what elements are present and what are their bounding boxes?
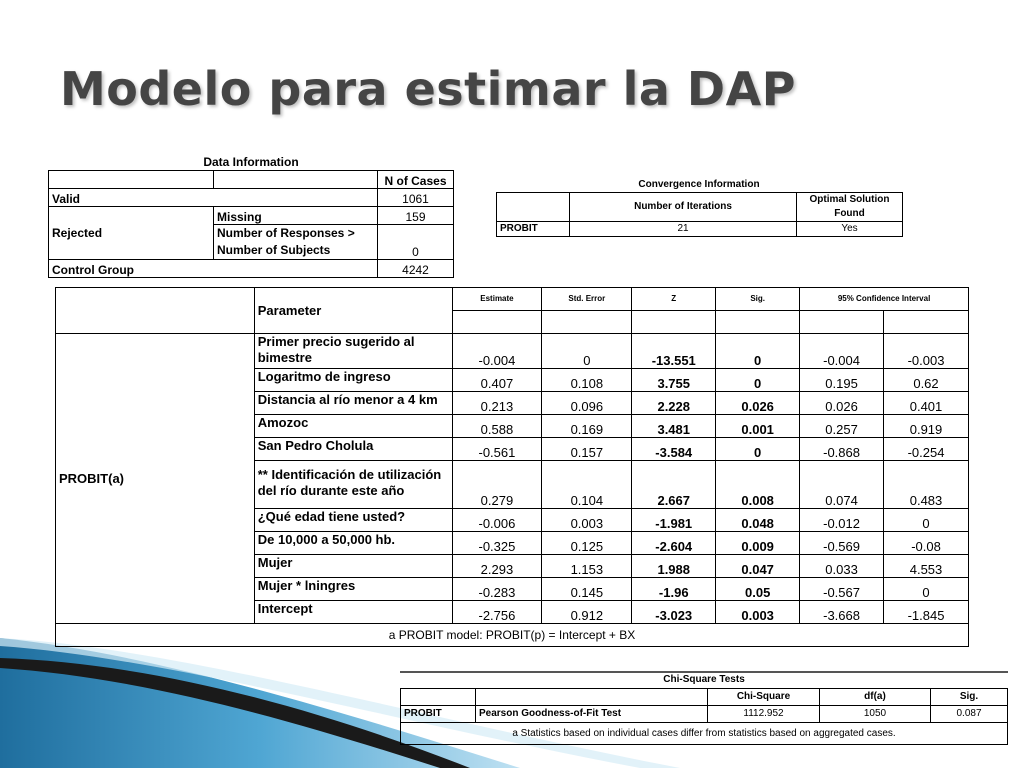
optimal-header: Optimal Solution Found [797, 193, 903, 222]
estimate-value: 0.588 [452, 415, 542, 438]
probit-model-footnote: a PROBIT model: PROBIT(p) = Intercept + BX [56, 624, 969, 647]
std-error-value: 0.912 [542, 601, 632, 624]
ci-lower-value: 0.195 [800, 369, 884, 392]
estimate-value: -2.756 [452, 601, 542, 624]
std-error-value: 0.145 [542, 578, 632, 601]
z-value: 3.755 [632, 369, 716, 392]
ci-lower-value: -0.868 [800, 438, 884, 461]
responses-value: 0 [378, 225, 454, 260]
std-error-value: 0.003 [542, 509, 632, 532]
missing-label: Missing [214, 207, 378, 225]
probit-group-label: PROBIT(a) [56, 334, 255, 624]
estimate-value: -0.325 [452, 532, 542, 555]
df-header: df(a) [820, 689, 931, 706]
sig-value: 0 [716, 369, 800, 392]
optimal-value: Yes [797, 222, 903, 237]
estimate-value: 0.213 [452, 392, 542, 415]
param-name: De 10,000 a 50,000 hb. [254, 532, 452, 555]
std-error-value: 0 [542, 334, 632, 369]
z-value: -1.96 [632, 578, 716, 601]
valid-label: Valid [49, 189, 378, 207]
convergence-caption: Convergence Information [638, 179, 760, 190]
chi-square-footnote: a Statistics based on individual cases differ from statistics based on aggregated cases. [401, 723, 1008, 745]
std-error-value: 1.153 [542, 555, 632, 578]
convergence-table [496, 192, 903, 237]
z-value: 2.667 [632, 461, 716, 509]
ci-header: 95% Confidence Interval [800, 288, 969, 311]
data-info-caption: Data Information [203, 155, 299, 169]
ci-lower-value: -3.668 [800, 601, 884, 624]
z-value: -3.023 [632, 601, 716, 624]
estimate-value: 0.407 [452, 369, 542, 392]
ci-lower-value: -0.004 [800, 334, 884, 369]
ci-upper-value: 0.62 [884, 369, 969, 392]
estimate-value: -0.004 [452, 334, 542, 369]
ci-upper-value: -1.845 [884, 601, 969, 624]
parameter-estimates-table [55, 287, 969, 647]
sig-value: 0 [716, 334, 800, 369]
param-name: Intercept [254, 601, 452, 624]
sig-value: 0 [716, 438, 800, 461]
chi-sig-value: 0.087 [931, 706, 1008, 723]
sig-value: 0.008 [716, 461, 800, 509]
z-value: -1.981 [632, 509, 716, 532]
ci-upper-value: -0.003 [884, 334, 969, 369]
std-error-value: 0.157 [542, 438, 632, 461]
df-value: 1050 [820, 706, 931, 723]
param-name: San Pedro Cholula [254, 438, 452, 461]
param-name: Distancia al río menor a 4 km [254, 392, 452, 415]
chi-square-top-rule [400, 671, 1008, 673]
std-error-header: Std. Error [542, 288, 632, 311]
responses-label: Number of Responses > Number of Subjects [214, 225, 378, 260]
chi-square-value: 1112.952 [708, 706, 820, 723]
rejected-label: Rejected [49, 207, 214, 260]
sig-value: 0.05 [716, 578, 800, 601]
z-header: Z [632, 288, 716, 311]
ci-lower-value: -0.012 [800, 509, 884, 532]
std-error-value: 0.096 [542, 392, 632, 415]
param-name: ** Identificación de utilización del río durante este año [254, 461, 452, 509]
chi-square-header: Chi-Square [708, 689, 820, 706]
data-information-table [48, 170, 454, 278]
sig-header: Sig. [716, 288, 800, 311]
iterations-value: 21 [570, 222, 797, 237]
pearson-test-label: Pearson Goodness-of-Fit Test [476, 706, 708, 723]
param-name: Amozoc [254, 415, 452, 438]
estimate-value: 0.279 [452, 461, 542, 509]
param-name: Logaritmo de ingreso [254, 369, 452, 392]
control-group-value: 4242 [378, 260, 454, 278]
ci-lower-value: 0.033 [800, 555, 884, 578]
std-error-value: 0.108 [542, 369, 632, 392]
estimate-value: 2.293 [452, 555, 542, 578]
ci-upper-value: -0.08 [884, 532, 969, 555]
ci-lower-value: 0.074 [800, 461, 884, 509]
ci-upper-value: 0.919 [884, 415, 969, 438]
sig-value: 0.003 [716, 601, 800, 624]
chi-sig-header: Sig. [931, 689, 1008, 706]
ci-upper-value: -0.254 [884, 438, 969, 461]
ci-lower-value: -0.567 [800, 578, 884, 601]
chi-square-caption: Chi-Square Tests [663, 674, 745, 685]
valid-value: 1061 [378, 189, 454, 207]
sig-value: 0.001 [716, 415, 800, 438]
control-group-label: Control Group [49, 260, 378, 278]
param-name: Primer precio sugerido al bimestre [254, 334, 452, 369]
param-name: Mujer * lningres [254, 578, 452, 601]
slide-title: Modelo para estimar la DAP [60, 62, 796, 116]
ci-lower-value: 0.026 [800, 392, 884, 415]
z-value: -13.551 [632, 334, 716, 369]
ci-lower-value: -0.569 [800, 532, 884, 555]
param-name: ¿Qué edad tiene usted? [254, 509, 452, 532]
sig-value: 0.047 [716, 555, 800, 578]
ci-upper-value: 0.483 [884, 461, 969, 509]
estimate-value: -0.283 [452, 578, 542, 601]
ci-upper-value: 0 [884, 578, 969, 601]
z-value: 3.481 [632, 415, 716, 438]
iterations-header: Number of Iterations [570, 193, 797, 222]
sig-value: 0.026 [716, 392, 800, 415]
std-error-value: 0.104 [542, 461, 632, 509]
n-cases-header: N of Cases [378, 171, 454, 189]
estimate-value: -0.006 [452, 509, 542, 532]
z-value: 1.988 [632, 555, 716, 578]
chi-row-label: PROBIT [401, 706, 476, 723]
chi-square-table [400, 688, 1008, 745]
convergence-row-label: PROBIT [497, 222, 570, 237]
z-value: 2.228 [632, 392, 716, 415]
missing-value: 159 [378, 207, 454, 225]
parameter-header: Parameter [254, 288, 452, 334]
estimate-value: -0.561 [452, 438, 542, 461]
estimate-header: Estimate [452, 288, 542, 311]
std-error-value: 0.125 [542, 532, 632, 555]
sig-value: 0.009 [716, 532, 800, 555]
ci-upper-value: 0 [884, 509, 969, 532]
sig-value: 0.048 [716, 509, 800, 532]
param-name: Mujer [254, 555, 452, 578]
z-value: -3.584 [632, 438, 716, 461]
z-value: -2.604 [632, 532, 716, 555]
ci-upper-value: 0.401 [884, 392, 969, 415]
ci-upper-value: 4.553 [884, 555, 969, 578]
ci-lower-value: 0.257 [800, 415, 884, 438]
std-error-value: 0.169 [542, 415, 632, 438]
